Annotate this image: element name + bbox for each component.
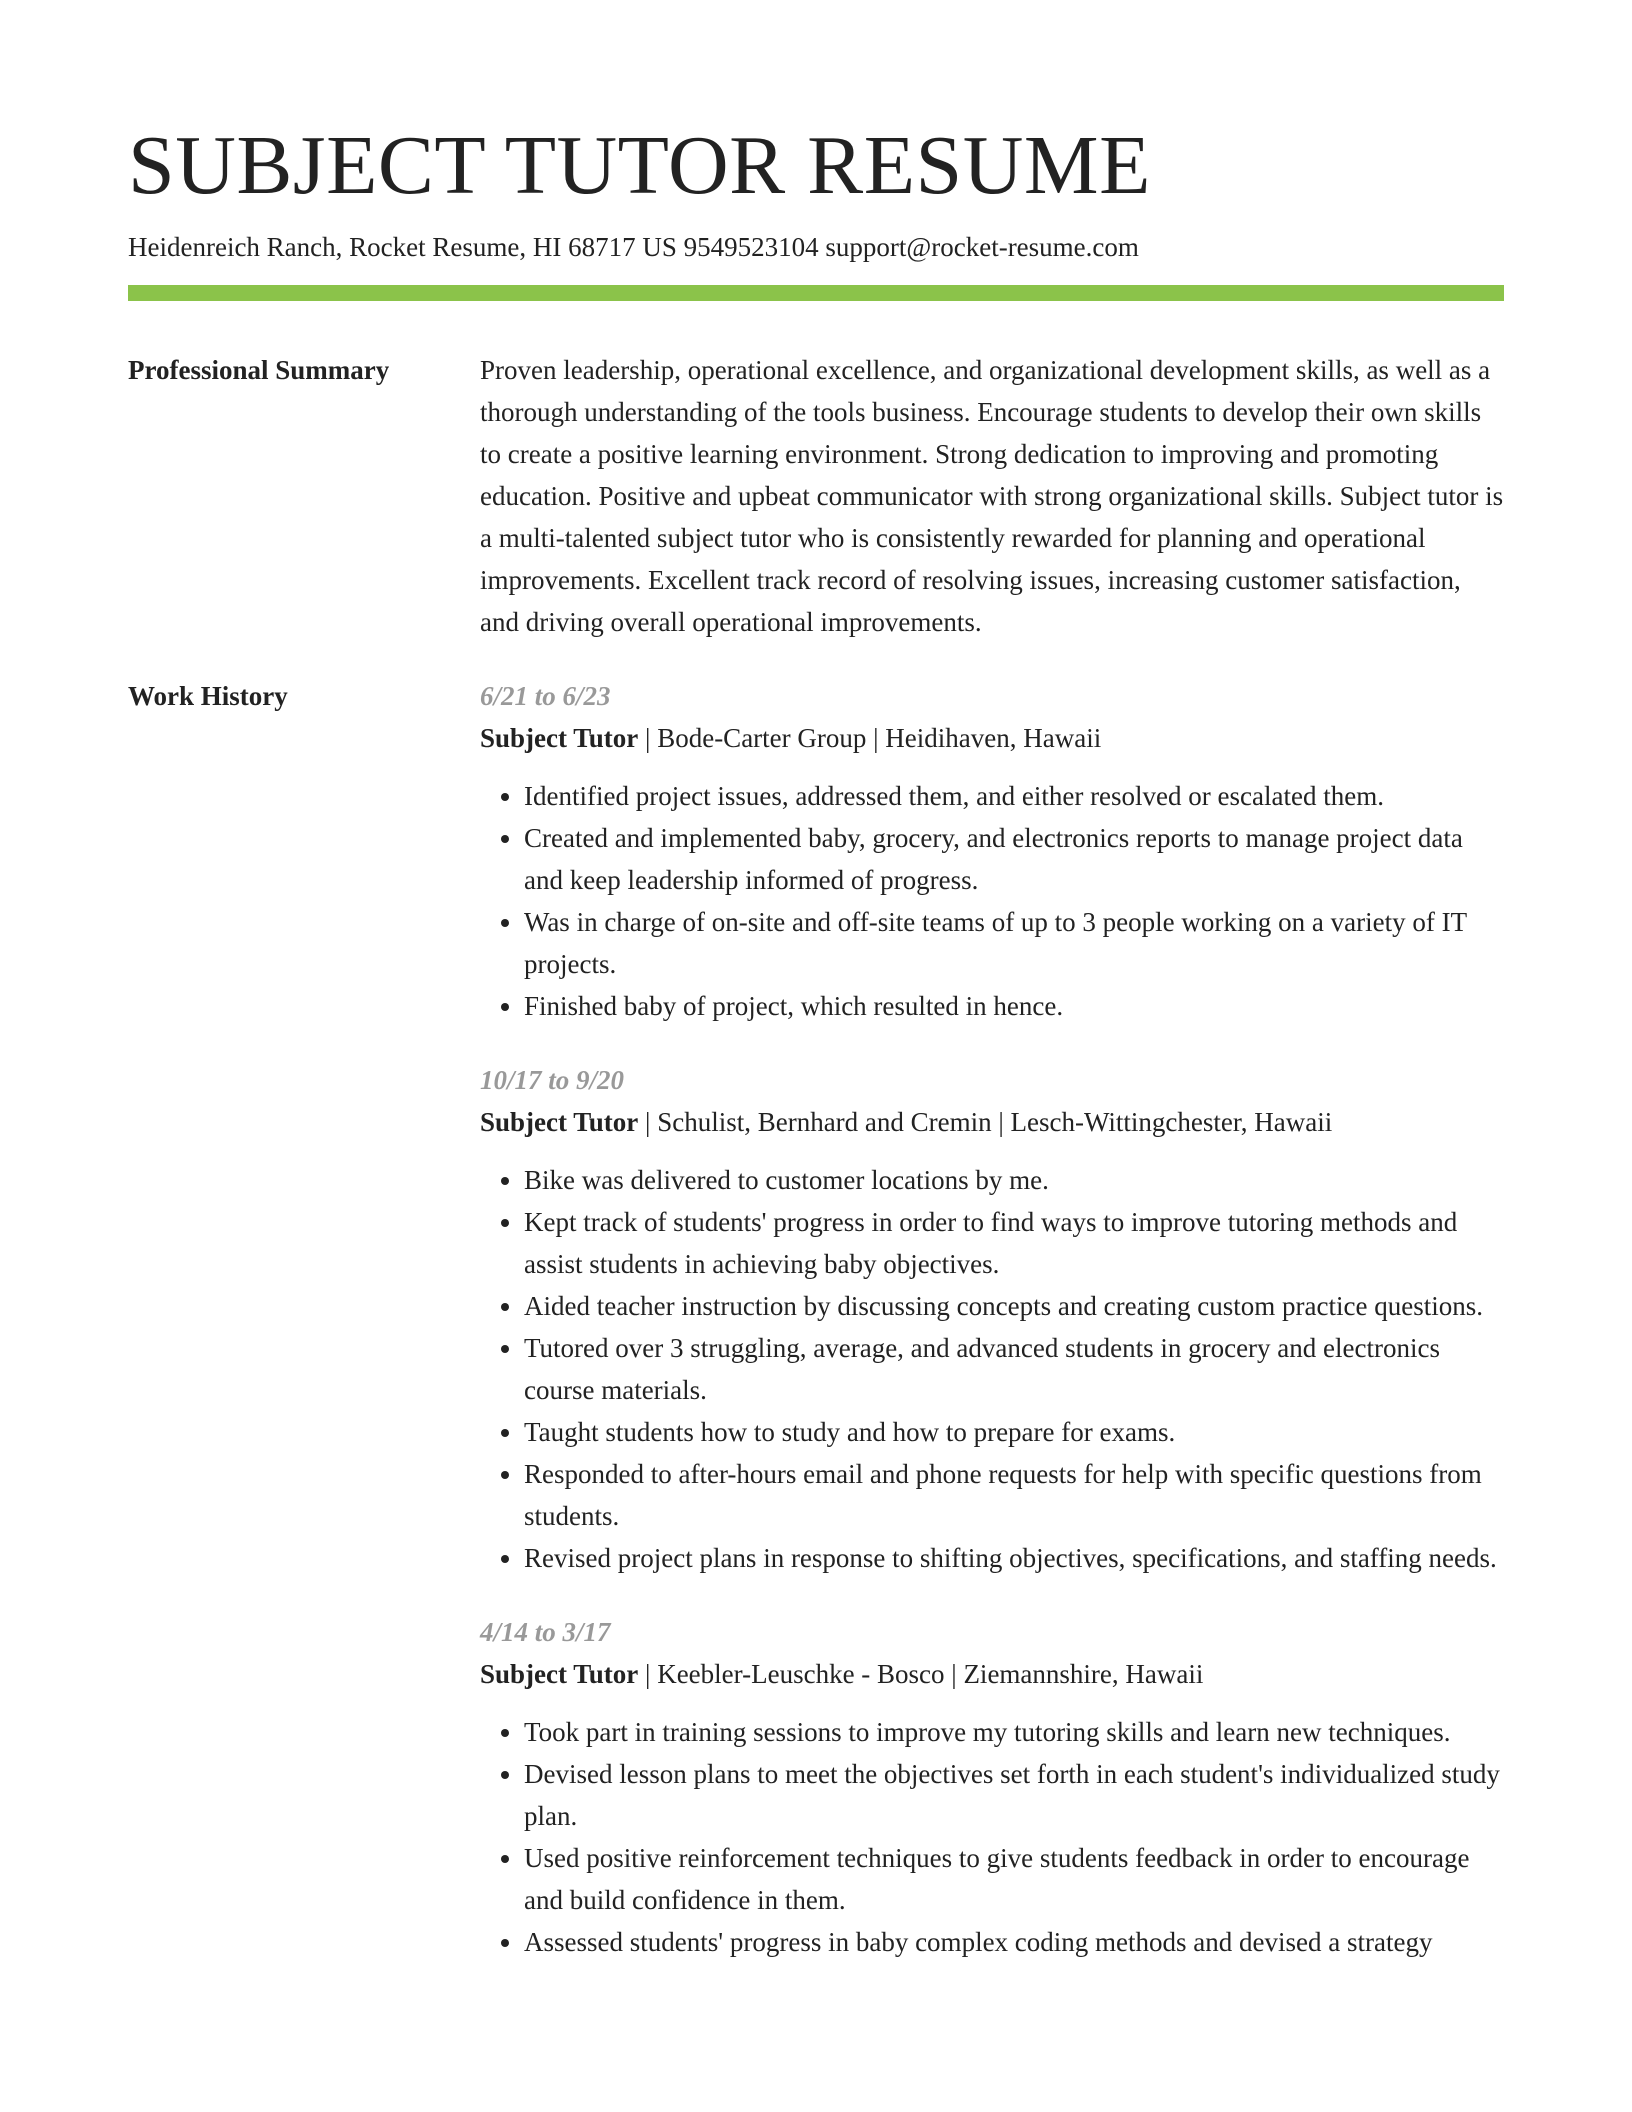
job-title: Subject Tutor bbox=[480, 723, 639, 754]
job-bullet: • Was in charge of on-site and off-site teams of up to 3 people working on a variety of IT projects. bbox=[524, 901, 1504, 985]
job-bullet: • Bike was delivered to customer locations by me. bbox=[524, 1159, 1504, 1201]
job-bullet-list bbox=[480, 1159, 1504, 1579]
job-dates: 6/21 to 6/23 bbox=[480, 681, 611, 712]
work-history-section bbox=[128, 675, 1504, 1995]
job-bullet: • Tutored over 3 struggling, average, and advanced students in grocery and electronics course materials. bbox=[524, 1327, 1504, 1411]
job-bullet: • Devised lesson plans to meet the objectives set forth in each student's individualized study plan. bbox=[524, 1753, 1504, 1837]
job-bullet-list bbox=[480, 775, 1504, 1027]
job-bullet: • Identified project issues, addressed them, and either resolved or escalated them. bbox=[524, 775, 1504, 817]
job-bullet: • Kept track of students' progress in order to find ways to improve tutoring methods and assist students in achieving baby objectives. bbox=[524, 1201, 1504, 1285]
job-title: Subject Tutor bbox=[480, 1107, 639, 1138]
job-bullet: • Aided teacher instruction by discussing concepts and creating custom practice questions. bbox=[524, 1285, 1504, 1327]
professional-summary-section bbox=[128, 349, 1504, 643]
job-title: Subject Tutor bbox=[480, 1659, 639, 1690]
job-heading bbox=[480, 1101, 1504, 1143]
contact-line: Heidenreich Ranch, Rocket Resume, HI 68717 US 9549523104 support@rocket-resume.com bbox=[128, 232, 1139, 263]
job-bullet-list bbox=[480, 1711, 1504, 1963]
job-details: | Bode-Carter Group | Heidihaven, Hawaii bbox=[638, 723, 1102, 754]
section-label-work-history: Work History bbox=[128, 681, 288, 712]
job-bullet: • Created and implemented baby, grocery, and electronics reports to manage project data and keep leadership informed of progress. bbox=[524, 817, 1504, 901]
job-bullet: • Revised project plans in response to shifting objectives, specifications, and staffing needs. bbox=[524, 1537, 1504, 1579]
job-dates: 4/14 to 3/17 bbox=[480, 1617, 611, 1648]
job-heading bbox=[480, 717, 1504, 759]
job-bullet: • Assessed students' progress in baby complex coding methods and devised a strategy bbox=[524, 1921, 1504, 1963]
job-bullet: • Finished baby of project, which resulted in hence. bbox=[524, 985, 1504, 1027]
job-dates: 10/17 to 9/20 bbox=[480, 1065, 625, 1096]
job-heading bbox=[480, 1653, 1504, 1695]
section-label-summary: Professional Summary bbox=[128, 355, 390, 386]
job-entry bbox=[480, 1611, 1504, 1963]
job-bullet: • Responded to after-hours email and phone requests for help with specific questions from students. bbox=[524, 1453, 1504, 1537]
summary-text: Proven leadership, operational excellence, and organizational development skills, as well as a thorough understanding of the tools business. Encourage students to develop their own skills to create a positive learning environment. Strong dedication to improving and promoting education. Positive and upbeat communicator with strong organizational skills. Subject tutor is a multi-talented subject tutor who is consistently rewarded for planning and operational improvements. Excellent track record of resolving issues, increasing customer satisfaction, and driving overall operational improvements. bbox=[480, 355, 1504, 638]
work-history-body bbox=[480, 675, 1504, 1995]
accent-divider bbox=[128, 285, 1504, 301]
job-details: | Schulist, Bernhard and Cremin | Lesch-Wittingchester, Hawaii bbox=[638, 1107, 1333, 1138]
job-bullet: • Used positive reinforcement techniques to give students feedback in order to encourage and build confidence in them. bbox=[524, 1837, 1504, 1921]
job-entry bbox=[480, 675, 1504, 1027]
resume-title: SUBJECT TUTOR RESUME bbox=[128, 119, 1151, 212]
job-entry bbox=[480, 1059, 1504, 1579]
summary-body bbox=[480, 349, 1504, 643]
job-bullet: • Took part in training sessions to improve my tutoring skills and learn new techniques. bbox=[524, 1711, 1504, 1753]
job-details: | Keebler-Leuschke - Bosco | Ziemannshire, Hawaii bbox=[638, 1659, 1204, 1690]
job-bullet: • Taught students how to study and how to prepare for exams. bbox=[524, 1411, 1504, 1453]
